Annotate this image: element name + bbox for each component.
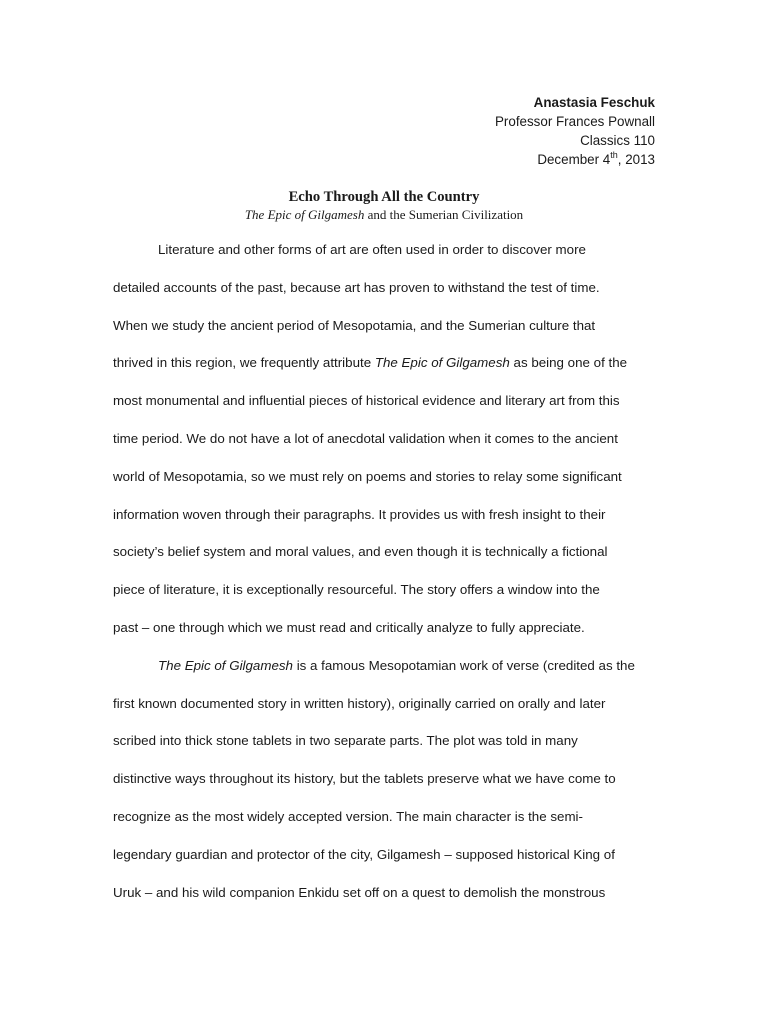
essay-title: Echo Through All the Country (288, 189, 480, 205)
body-line (113, 505, 658, 543)
header-block (495, 93, 655, 169)
body-line (113, 807, 658, 845)
line-text: society’s belief system and moral values, and even though it is technically a fictional (113, 544, 608, 560)
line-text: recognize as the most widely accepted version. The main character is the semi- (113, 808, 583, 824)
body-line (113, 769, 658, 807)
line-text: information woven through their paragraphs. It provides us with fresh insight to their (113, 506, 606, 522)
line-text: thrived in this region, we frequently attribute (113, 355, 375, 371)
body-line (113, 845, 658, 883)
body-line (113, 580, 658, 618)
line-text: detailed accounts of the past, because art has proven to withstand the test of time. (113, 279, 600, 295)
line-text: past – one through which we must read and critically analyze to fully appreciate. (113, 619, 585, 635)
line-text: scribed into thick stone tablets in two separate parts. The plot was told in many (113, 733, 578, 749)
subtitle-rest: and the Sumerian Civilization (364, 207, 524, 222)
line-text: time period. We do not have a lot of anecdotal validation when it comes to the ancient (113, 430, 618, 446)
body-line (113, 429, 658, 467)
date-suffix: , 2013 (617, 152, 655, 167)
essay-subtitle (113, 206, 655, 223)
line-text: distinctive ways throughout its history, but the tablets preserve what we have come to (113, 771, 616, 787)
author-name: Anastasia Feschuk (533, 95, 655, 110)
line-text: legendary guardian and protector of the city, Gilgamesh – supposed historical King of (113, 846, 615, 862)
line-text: Uruk – and his wild companion Enkidu set off on a quest to demolish the monstrous (113, 884, 606, 900)
body-line (113, 391, 658, 429)
body-line (113, 353, 658, 391)
line-text: first known documented story in written history), originally carried on orally and later (113, 695, 606, 711)
body-line (113, 656, 658, 694)
line-text: is a famous Mesopotamian work of verse (credited as the (292, 657, 635, 673)
body-line (113, 694, 658, 732)
line-text: most monumental and influential pieces of historical evidence and literary art from this (113, 393, 620, 409)
body-line (113, 467, 658, 505)
line-text: When we study the ancient period of Mesopotamia, and the Sumerian culture that (113, 317, 596, 333)
line-text: Literature and other forms of art are often used in order to discover more (158, 242, 586, 257)
line-text: piece of literature, it is exceptionally resourceful. The story offers a window into the (113, 582, 600, 598)
body-line (113, 278, 658, 316)
line-text: world of Mesopotamia, so we must rely on poems and stories to relay some significant (113, 468, 622, 484)
date-superscript: th (610, 149, 618, 160)
body-line (113, 618, 658, 656)
body-line (113, 883, 658, 921)
professor-name: Professor Frances Pownall (494, 114, 655, 129)
course-name: Classics 110 (580, 133, 655, 148)
date-line (495, 150, 655, 169)
body-line (113, 240, 658, 278)
subtitle-italic: The Epic of Gilgamesh (244, 207, 365, 222)
body-line (113, 316, 658, 354)
line-text: as being one of the (509, 355, 628, 371)
italic-title: The Epic of Gilgamesh (374, 355, 510, 371)
italic-title: The Epic of Gilgamesh (158, 657, 293, 673)
date-prefix: December 4 (537, 152, 611, 167)
body-line (113, 542, 658, 580)
essay-body (113, 240, 658, 920)
body-line (113, 731, 658, 769)
title-block (113, 188, 655, 223)
